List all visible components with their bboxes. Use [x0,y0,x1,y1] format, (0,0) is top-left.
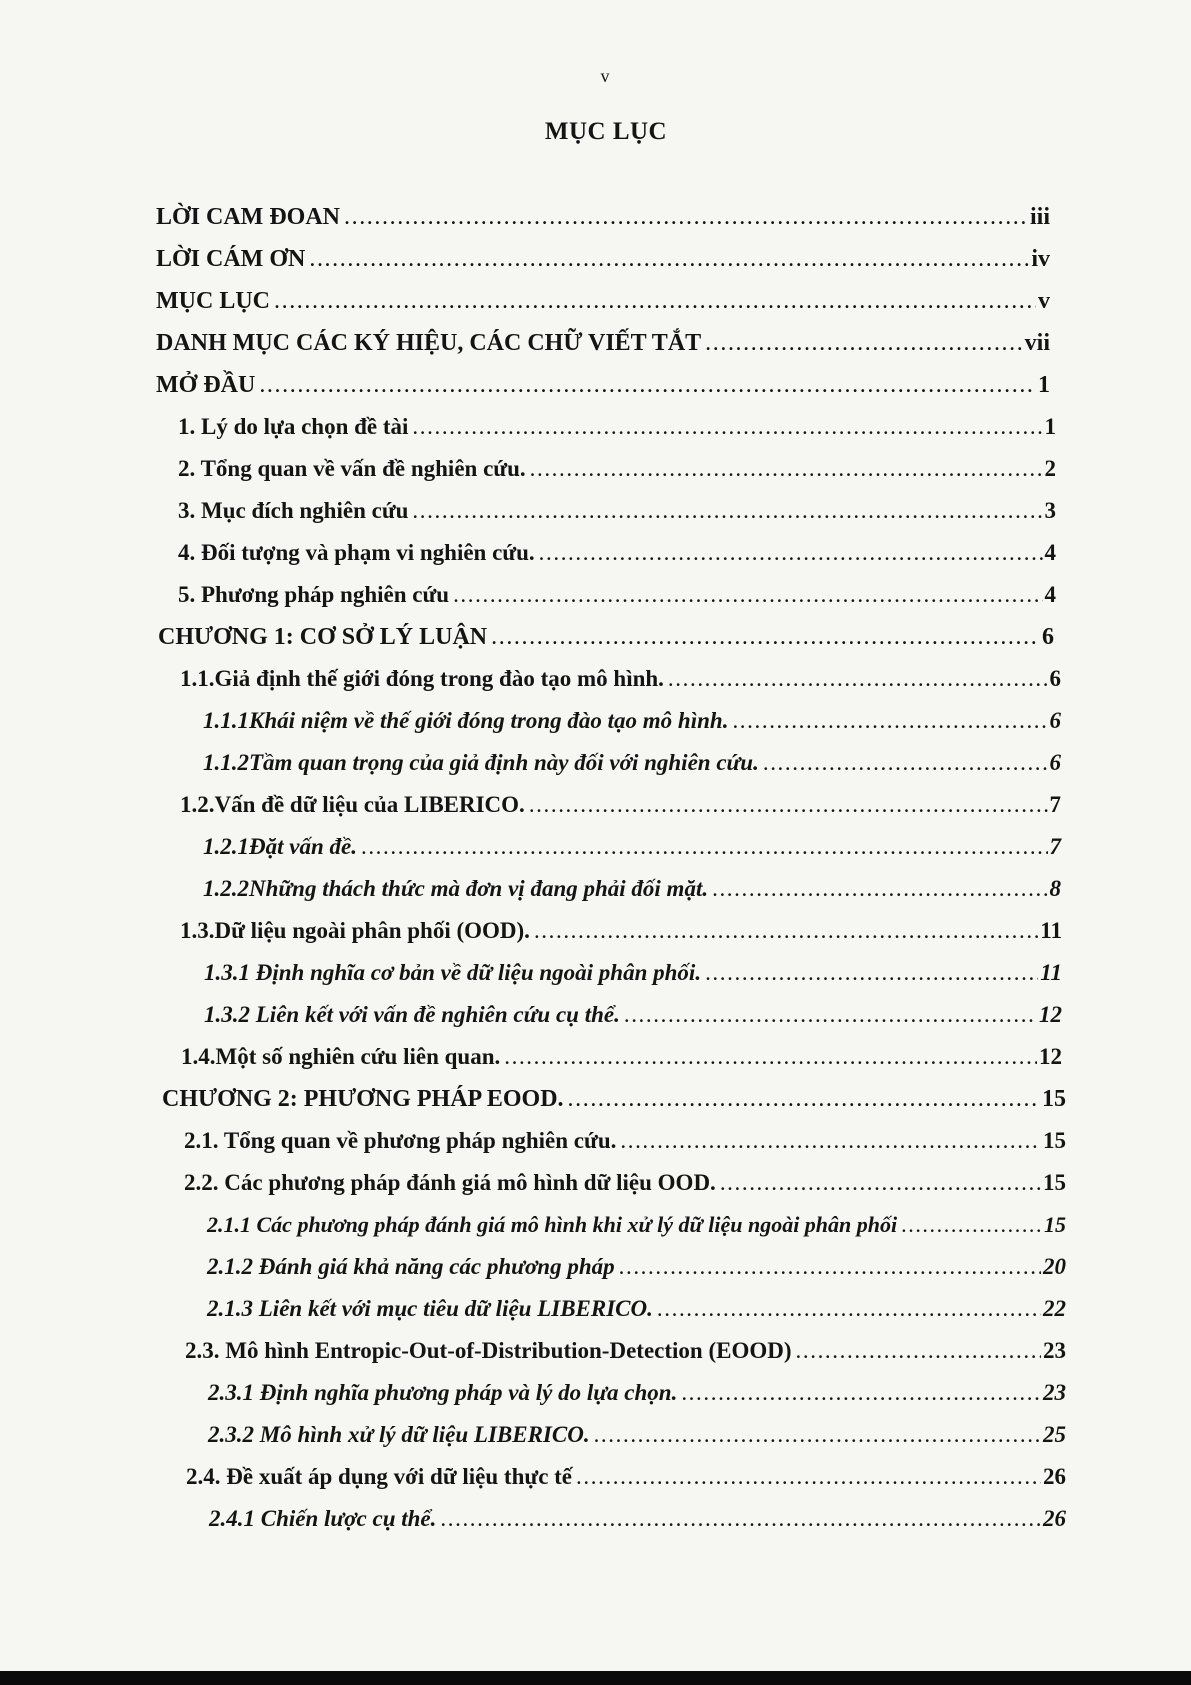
toc-entry[interactable] [178,538,1056,568]
toc-entry-number: 1.1. [180,666,215,691]
toc-entry[interactable] [180,664,1061,694]
toc-entry-page: vii [1024,330,1050,356]
toc-leader [796,1336,1041,1366]
toc-leader [732,706,1047,736]
toc-entry[interactable] [184,1168,1066,1198]
toc-leader [763,748,1048,778]
toc-leader [361,832,1048,862]
toc-leader [453,580,1042,610]
toc-entry-page: 15 [1043,1170,1066,1195]
toc-entry-number: 1.2.2 [203,876,249,901]
toc-leader [530,454,1043,484]
toc-entry-page: 2 [1044,456,1056,481]
toc-entry-page: 26 [1043,1464,1066,1489]
toc-entry-page: 8 [1049,876,1061,901]
toc-entry[interactable] [178,412,1056,442]
toc-entry[interactable] [207,1252,1066,1282]
toc-entry[interactable] [156,328,1050,358]
toc-entry-title: 2.3.2 Mô hình xử lý dữ liệu LIBERICO. [208,1422,590,1447]
toc-leader [568,1084,1040,1114]
toc-entry[interactable] [203,748,1061,778]
toc-entry[interactable] [203,706,1061,736]
toc-entry[interactable] [158,622,1054,652]
toc-leader [491,622,1040,652]
toc-entry-title: 5. Phương pháp nghiên cứu [178,582,450,607]
toc-entry-title: LỜI CAM ĐOAN [156,204,340,230]
toc-entry-number: 1.2. [180,792,215,817]
toc-entry-page: 4 [1044,582,1056,607]
toc-entry-title: 1. Lý do lựa chọn đề tài [178,414,409,439]
toc-entry[interactable] [156,244,1050,274]
toc-leader [624,1000,1037,1030]
toc-leader [681,1378,1041,1408]
toc-entry[interactable] [156,370,1050,400]
page-number: v [600,66,610,86]
toc-entry-page: 15 [1043,1128,1066,1153]
toc-entry-title: Giả định thế giới đóng trong đào tạo mô hình. [214,666,664,691]
toc-leader [619,1252,1041,1282]
toc-entry-title: 2.1.1 Các phương pháp đánh giá mô hình khi xử lý dữ liệu ngoài phân phối [207,1212,898,1237]
toc-entry-title: MỞ ĐẦU [156,372,256,398]
toc-entry[interactable] [178,454,1056,484]
toc-entry[interactable] [184,1126,1066,1156]
toc-entry[interactable] [203,874,1061,904]
toc-entry-page: 15 [1042,1086,1066,1112]
toc-entry-page: 1 [1044,414,1056,439]
toc-entry-title: 2. Tổng quan về vấn đề nghiên cứu. [178,456,526,481]
toc-leader [720,1168,1041,1198]
toc-entry-title: MỤC LỤC [156,288,270,314]
toc-entry-title: 2.1.3 Liên kết với mục tiêu dữ liệu LIBERICO. [207,1296,653,1321]
toc-leader [440,1504,1041,1534]
toc-entry-page: 15 [1044,1212,1066,1237]
toc-leader [620,1126,1041,1156]
toc-entry-title: 4. Đối tượng và phạm vi nghiên cứu. [178,540,535,565]
toc-entry-number: 1.4. [181,1044,216,1069]
toc-leader [309,244,1029,274]
toc-entry-page: v [1038,288,1050,314]
toc-entry[interactable] [208,1420,1066,1450]
toc-entry-page: 4 [1044,540,1056,565]
toc-leader [539,538,1043,568]
toc-leader [344,202,1028,232]
toc-leader [705,328,1023,358]
toc-entry-page: 12 [1039,1044,1062,1069]
toc-entry-title: Những thách thức mà đơn vị đang phải đối mặt. [249,876,709,901]
toc-entry-page: 26 [1043,1506,1066,1531]
toc-entry-page: iii [1029,204,1050,230]
toc-entry-title: 2.4. Đề xuất áp dụng với dữ liệu thực tế [186,1464,573,1489]
toc-entry-title: Dữ liệu ngoài phân phối (OOD). [214,918,530,943]
toc-entry-page: 6 [1049,708,1061,733]
toc-entry[interactable] [207,1210,1066,1240]
toc-entry-title: 2.3. Mô hình Entropic-Out-of-Distribution-Detection (EOOD) [185,1338,792,1363]
toc-entry-title: LỜI CÁM ƠN [156,246,306,272]
toc-entry[interactable] [180,916,1062,946]
toc-entry[interactable] [208,1378,1066,1408]
toc-leader [529,790,1048,820]
toc-entry-title: 2.1.2 Đánh giá khả năng các phương pháp [207,1254,615,1279]
toc-entry-page: 12 [1039,1002,1062,1027]
toc-entry-title: CHƯƠNG 2: PHƯƠNG PHÁP EOOD. [162,1086,564,1112]
toc-leader [668,664,1048,694]
toc-leader [712,874,1047,904]
toc-leader [504,1042,1037,1072]
toc-entry[interactable] [185,1336,1066,1366]
page-title: MỤC LỤC [544,118,668,145]
toc-entry-page: 6 [1042,624,1054,650]
toc-entry-title: 1.3.1 Định nghĩa cơ bản về dữ liệu ngoài phân phối. [204,960,702,985]
toc-leader [705,958,1038,988]
toc-entry-title: 2.1. Tổng quan về phương pháp nghiên cứu. [184,1128,617,1153]
toc-leader [412,496,1042,526]
toc-entry-page: 1 [1038,372,1050,398]
toc-leader [534,916,1038,946]
toc-entry-page: 11 [1040,960,1062,985]
toc-entry-page: 7 [1049,834,1061,859]
toc-leader [657,1294,1041,1324]
toc-entry[interactable] [156,202,1050,232]
toc-entry[interactable] [204,958,1062,988]
toc-entry[interactable] [180,790,1061,820]
toc-entry-page: 11 [1040,918,1062,943]
toc-entry[interactable] [204,1000,1062,1030]
toc-entry[interactable] [181,1042,1062,1072]
toc-leader [259,370,1036,400]
toc-leader [274,286,1036,316]
toc-entry-title: Khái niệm về thế giới đóng trong đào tạo mô hình. [249,708,729,733]
toc-entry-title: Tầm quan trọng của giả định này đối với nghiên cứu. [249,750,759,775]
toc-entry-page: 3 [1044,498,1056,523]
toc-entry-page: 25 [1043,1422,1066,1447]
toc-entry-page: iv [1031,246,1050,272]
toc-entry-title: 3. Mục đích nghiên cứu [178,498,409,523]
toc-entry-page: 6 [1049,666,1061,691]
toc-entry-page: 23 [1043,1380,1066,1405]
toc-leader [412,412,1042,442]
toc-entry-page: 7 [1049,792,1061,817]
toc-entry-page: 20 [1043,1254,1066,1279]
toc-entry[interactable] [162,1084,1066,1114]
toc-entry-page: 6 [1049,750,1061,775]
toc-entry-title: Một số nghiên cứu liên quan. [215,1044,501,1069]
toc-entry[interactable] [178,580,1056,610]
toc-leader [576,1462,1041,1492]
toc-entry-page: 23 [1043,1338,1066,1363]
toc-entry-title: Đặt vấn đề. [249,834,357,859]
toc-entry-title: Vấn đề dữ liệu của LIBERICO. [214,792,525,817]
toc-entry-page: 22 [1043,1296,1066,1321]
toc-entry-title: CHƯƠNG 1: CƠ SỞ LÝ LUẬN [158,624,488,650]
toc-entry-number: 1.1.2 [203,750,249,775]
toc-entry[interactable] [203,832,1061,862]
toc-leader [901,1210,1042,1240]
toc-leader [594,1420,1041,1450]
toc-entry-title: 2.4.1 Chiến lược cụ thể. [209,1506,437,1531]
toc-entry-title: 2.3.1 Định nghĩa phương pháp và lý do lựa chọn. [208,1380,678,1405]
toc-entry-title: DANH MỤC CÁC KÝ HIỆU, CÁC CHỮ VIẾT TẮT [156,330,702,356]
toc-entry-title: 1.3.2 Liên kết với vấn đề nghiên cứu cụ thể. [204,1002,620,1027]
toc-entry-number: 1.2.1 [203,834,249,859]
toc-entry[interactable] [186,1462,1066,1492]
toc-entry[interactable] [156,286,1050,316]
toc-entry[interactable] [178,496,1056,526]
toc-entry-number: 1.1.1 [203,708,249,733]
toc-entry-number: 1.3. [180,918,215,943]
scan-edge-bar [0,1671,1191,1685]
toc-entry[interactable] [207,1294,1066,1324]
toc-entry-title: 2.2. Các phương pháp đánh giá mô hình dữ liệu OOD. [184,1170,716,1195]
toc-entry[interactable] [209,1504,1066,1534]
